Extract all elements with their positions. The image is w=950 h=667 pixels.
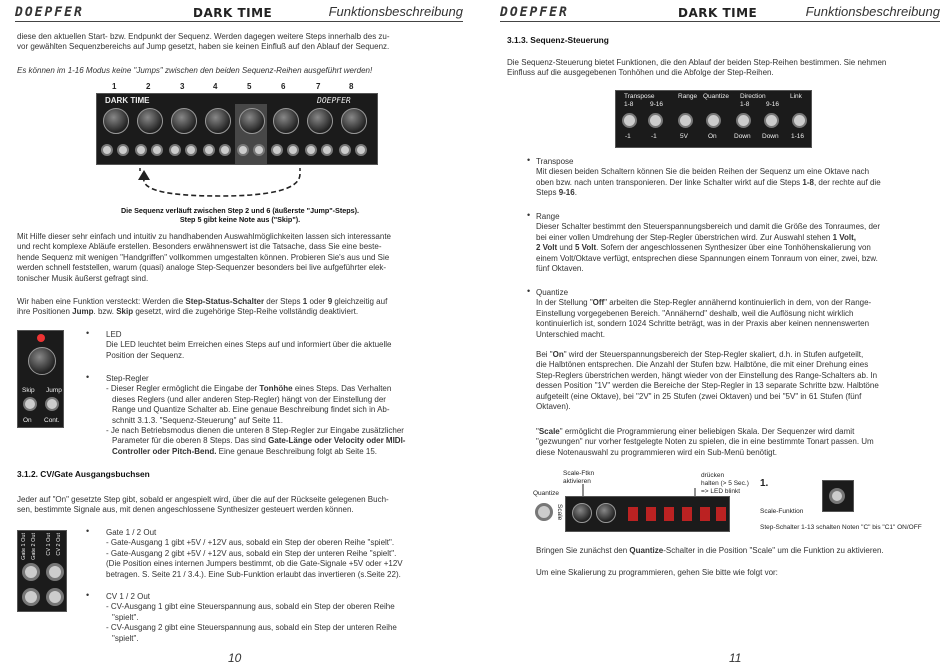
switch-icon (355, 144, 367, 156)
step-knob (205, 108, 231, 134)
step-knob (239, 108, 265, 134)
panel-label: Transpose (624, 93, 655, 100)
jack-label: CV 1 Out (46, 533, 52, 556)
page-header-right (500, 4, 940, 22)
panel-label: -1 (651, 133, 657, 140)
jack-socket-icon (46, 588, 64, 606)
step-number: 3 (180, 82, 185, 91)
panel-label: Down (734, 133, 751, 140)
quantize-description: Quantize In der Stellung "Off" arbeiten die Step-Regler annähernd kontinuierlich in dem, von der Range- Einstellung vorgegebenen Bereich. "Annähernd" deshalb, weil die Auflösung nicht wirklich kontinuierlich ist, sondern 1024 Schritte beträgt, was in der Praxis aber keinen nennenswerten Unterschied macht. (536, 288, 872, 339)
switch-icon (253, 144, 265, 156)
bullet: • (527, 155, 531, 165)
panel-label: Direction (740, 93, 766, 100)
panel-label: 1-16 (791, 133, 805, 140)
step-knob (103, 108, 129, 134)
figure-label: Scale (556, 504, 563, 521)
toggle-switch-icon (792, 113, 807, 128)
jack-label: Gate 1 Out (21, 533, 27, 560)
jack-socket-icon (22, 563, 40, 581)
output-jacks-image (17, 530, 67, 612)
switch-icon (271, 144, 283, 156)
jump-label: Jump (46, 387, 62, 394)
transpose-description: Transpose Mit diesen beiden Schaltern können Sie die beiden Reihen der Sequenz um eine Oktave nach oben bzw. nach unten transponieren. Der linke Schalter wirkt auf die Steps 1-8, der rechte auf die Steps 9-16. (536, 157, 881, 198)
switch-icon (117, 144, 129, 156)
panel-label: 1-8 (624, 101, 634, 108)
product-name: DARK TIME (678, 6, 758, 20)
cont-label: Cont. (44, 417, 60, 424)
section-heading-312: 3.1.2. CV/Gate Ausgangsbuchsen (17, 469, 150, 479)
panel-label: Quantize (703, 93, 730, 100)
range-description: Range Dieser Schalter bestimmt den Steuerspannungsbereich und damit die Größe des Tonraumes, der bei einer vollen Umdrehung der Step-Regler überstrichen wird. Zur Auswahl stehen 1 Volt, 2 Volt und 5 Volt. Sofern der angeschlossenen Synthesizer über eine Tonhöhenskalierung von einem Volt/Oktave verfügt, entsprechen diese Spannungen einem Tonraum von einer, zwei, bzw. fünf Oktaven. (536, 212, 881, 274)
bullet: • (86, 526, 90, 536)
switch-icon (151, 144, 163, 156)
panel-logo: DOEPFER (317, 96, 351, 105)
switch-icon (237, 144, 249, 156)
switch-icon (135, 144, 147, 156)
section-title: Funktionsbeschreibung (805, 4, 940, 19)
button-icon (628, 507, 638, 521)
button-icon (716, 507, 726, 521)
scale-switch-image (822, 480, 854, 512)
paragraph: Um eine Skalierung zu programmieren, gehen Sie bitte wie folgt vor: (536, 568, 778, 577)
panel-label: 9-16 (766, 101, 780, 108)
switch-icon (169, 144, 181, 156)
panel-label: -1 (625, 133, 631, 140)
toggle-switch-icon (764, 113, 779, 128)
doepfer-logo: DOEPFER (15, 5, 84, 20)
button-icon (664, 507, 674, 521)
step-number: 8 (349, 82, 354, 91)
switch-icon (321, 144, 333, 156)
scale-description: "Scale" ermöglicht die Programmierung einer beliebigen Skala. Der Sequenzer wird damit "gezwungen" nur vorher festgelegte Noten zu spielen, die in eine bestimmte Tonart passen. Um diese Notenauswahl zu programmieren wird ein Sub-Menü benötigt. (536, 427, 874, 457)
step-knob (273, 108, 299, 134)
panel-label: Down (762, 133, 779, 140)
figure-label: Scale-Ftkn (563, 470, 595, 477)
sequence-control-panel-image (615, 90, 812, 148)
jump-note: Es können im 1-16 Modus keine "Jumps" zwischen den beiden Sequenz-Reihen ausgeführt werden! (17, 66, 373, 75)
step-number: 2 (146, 82, 151, 91)
panel-label: 9-16 (650, 101, 664, 108)
section-title: Funktionsbeschreibung (328, 4, 463, 19)
figure-label: Scale-Funktion (760, 508, 804, 515)
figure-label: Quantize (533, 490, 560, 497)
button-icon (646, 507, 656, 521)
skip-label: Skip (22, 387, 35, 394)
switch-icon (185, 144, 197, 156)
cv-description: CV 1 / 2 Out - CV-Ausgang 1 gibt eine Steuerspannung aus, sobald ein Step der oberen Reihe "spielt". - CV-Ausgang 2 gibt eine Steuerspannung aus, sobald ein Step der unteren Reihe "spielt". (106, 592, 397, 643)
knob-icon (596, 503, 616, 523)
toggle-switch-icon (622, 113, 637, 128)
figure-note: Step-Schalter 1-13 schalten Noten "C" bis "C1" ON/OFF (760, 524, 922, 531)
sequence-loop-arrow-icon (130, 166, 310, 204)
step-knob (137, 108, 163, 134)
step-number: 5 (247, 82, 252, 91)
step-number: 4 (213, 82, 218, 91)
panel-brand: DARK TIME (105, 96, 150, 105)
paragraph: diese den aktuellen Start- bzw. Endpunkt der Sequenz. Werden dagegen weitere Steps innerhalb des zu- vor gewählten Sequenzbereichs auf Jump gesetzt, haben sie keinen Einfluß auf den Ablauf der Sequenz. (17, 32, 390, 52)
jack-label: CV 2 Out (56, 533, 62, 556)
bullet: • (86, 372, 90, 382)
gate-description: Gate 1 / 2 Out - Gate-Ausgang 1 gibt +5V / +12V aus, sobald ein Step der oberen Reihe "spielt". - Gate-Ausgang 2 gibt +5V / +12V aus, sobald ein Step der unteren Reihe "spielt". (Die Position eines internen Jumpers bestimmt, ob die Gate-Signale +5V oder +12V betragen. S. Seite 21 / 3.4.). Eine Sub-Funktion erlaubt das invertieren (s.Seite 22). (106, 528, 403, 579)
bullet: • (527, 210, 531, 220)
paragraph: Bringen Sie zunächst den Quantize-Schalter in die Position "Scale" um die Funktion zu aktivieren. (536, 546, 884, 555)
scale-panel-image (565, 496, 730, 532)
switch-icon (339, 144, 351, 156)
button-icon (700, 507, 710, 521)
section-heading-313: 3.1.3. Sequenz-Steuerung (507, 35, 609, 45)
figure-label: aktivieren (563, 478, 591, 485)
led-description: LED Die LED leuchtet beim Erreichen eines Steps auf und informiert über die aktuelle Position der Sequenz. (106, 330, 392, 360)
step-number: 6 (281, 82, 286, 91)
paragraph: Jeder auf "On" gesetzte Step gibt, sobald er angespielt wird, über die auf der Rückseite gelegenen Buch- sen, bestimmte Signale aus, mit denen angeschlossene Synthesizer gesteuert werden können. (17, 495, 389, 515)
step-knob (171, 108, 197, 134)
switch-icon (219, 144, 231, 156)
led-icon (37, 334, 45, 342)
panel-label: Link (790, 93, 802, 100)
quantize-switch-icon (535, 503, 553, 521)
figure-step-number: 1. (760, 478, 769, 489)
step-number: 7 (316, 82, 321, 91)
paragraph: Wir haben eine Funktion versteckt: Werden die Step-Status-Schalter der Steps 1 oder 9 gleichzeitig auf ihre Positionen Jump. bzw. Skip gesetzt, wird die zugehörige Step-Reihe vollständig deaktiviert. (17, 297, 388, 317)
page-header-left (15, 4, 463, 22)
knob-icon (572, 503, 592, 523)
switch-icon (203, 144, 215, 156)
figure-label: => LED blinkt (701, 488, 741, 495)
switch-icon (23, 397, 37, 411)
arrow-icon (575, 484, 755, 498)
switch-icon (829, 488, 845, 504)
step-number: 1 (112, 82, 117, 91)
step-knob (307, 108, 333, 134)
switch-icon (101, 144, 113, 156)
bullet: • (86, 328, 90, 338)
panel-label: Range (678, 93, 698, 100)
step-regler-description: Step-Regler - Dieser Regler ermöglicht die Eingabe der Tonhöhe eines Steps. Das Verhalten dieses Reglers (und aller anderen Step-Regler) hängt von der Einstellung der Range und Quantize Schalter ab. Eine genaue Beschreibung findet sich in Ab- schnitt 3.1.3. "Sequenz-Steuerung" auf Seite 11. - Je nach Betriebsmodus dienen die unteren 8 Step-Regler zur Eingabe zusätzlicher Parameter für die oberen 8 Steps. Das sind Gate-Länge oder Velocity oder MIDI- Controller oder Pitch-Bend. Eine genaue Beschreibung folgt ab Seite 15. (106, 374, 406, 456)
page-number: 10 (228, 651, 242, 665)
toggle-switch-icon (678, 113, 693, 128)
product-name: DARK TIME (193, 6, 273, 20)
step-knob (341, 108, 367, 134)
step-control-image (17, 330, 64, 428)
step-knob (28, 347, 56, 375)
quantize-on-description: Bei "On" wird der Steuerspannungsbereich der Step-Regler skaliert, d.h. in Stufen aufgeteilt, die Halbtönen entsprechen. Die Anzahl der Stufen bzw. Halbtöne, die mit einer Drehung eines Step-Reglers überstrichen werden, hängt wieder von der Einstellung des Range-Schalters ab. In dessen Position "1V" werden die Bereiche der Step-Regler in 13 separate Schritte bzw. Halbtöne aufgeteilt (eine Oktave), bei "2V" in 25 Stufen (zwei Oktaven) und bei "5V" in 61 Stufen (fünf Oktaven). (536, 350, 879, 412)
paragraph: Die Sequenz-Steuerung bietet Funktionen, die den Ablauf der beiden Step-Reihen bestimmen. Sie nehmen Einfluss auf die ausgegebenen Tonhöhen und die Abfolge der Step-Reihen. (507, 58, 887, 78)
on-label: On (23, 417, 32, 424)
sequencer-panel-image (96, 93, 378, 165)
panel-label: 5V (680, 133, 688, 140)
doepfer-logo: DOEPFER (500, 5, 569, 20)
bullet: • (527, 286, 531, 296)
panel-label: On (708, 133, 717, 140)
toggle-switch-icon (648, 113, 663, 128)
toggle-switch-icon (706, 113, 721, 128)
page-number: 11 (729, 651, 742, 665)
switch-icon (287, 144, 299, 156)
right-page (475, 0, 950, 667)
figure-label: drücken (701, 472, 725, 479)
jack-socket-icon (22, 588, 40, 606)
switch-icon (305, 144, 317, 156)
bullet: • (86, 590, 90, 600)
figure-caption: Die Sequenz verläuft zwischen Step 2 und 6 (äußerste "Jump"-Steps). Step 5 gibt keine Note aus ("Skip"). (120, 206, 360, 224)
figure-label: halten (> 5 Sec.) (701, 480, 749, 487)
toggle-switch-icon (736, 113, 751, 128)
paragraph: Mit Hilfe dieser sehr einfach und intuitiv zu handhabenden Auswahlmöglichkeiten lassen sich interessante und recht komplexe Abläufe erstellen. Besonders erwähnenswert ist die Tatsache, dass Sie eine beste- hende Sequenz mit wenigen "Handgriffen" vollkommen umgestalten können. Probieren Sie's aus und Sie werden schnell feststellen, warum (quasi) analoge Step-Sequenzer besonders bei live aufgeführter elek- tonischer Musik äußerst gefragt sind. (17, 232, 391, 283)
jack-label: Gate 2 Out (31, 533, 37, 560)
panel-label: 1-8 (740, 101, 750, 108)
switch-icon (45, 397, 59, 411)
jack-socket-icon (46, 563, 64, 581)
button-icon (682, 507, 692, 521)
